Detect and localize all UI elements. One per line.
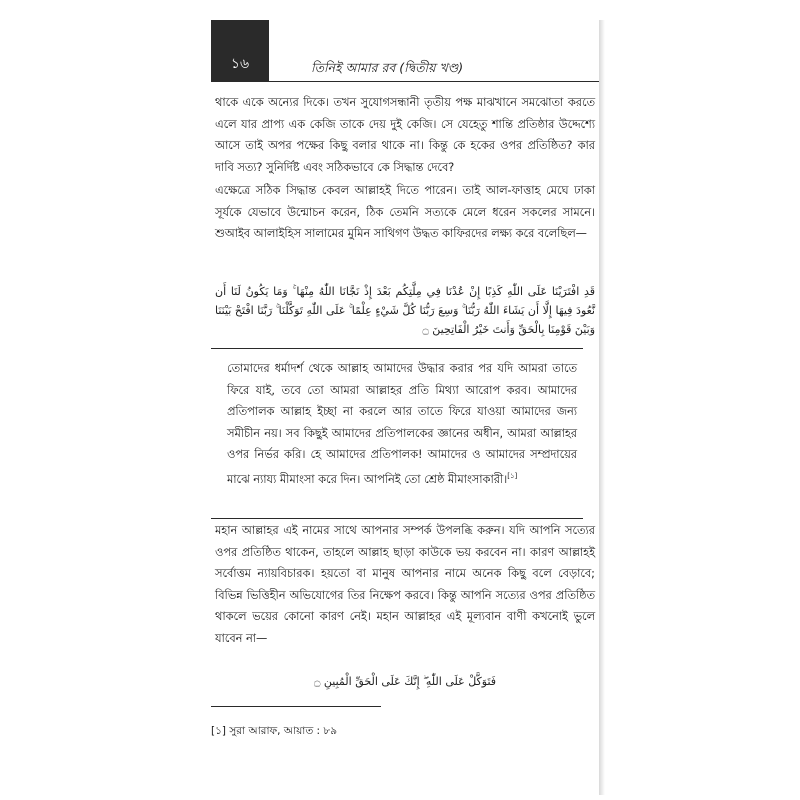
translation-text-block	[227, 358, 577, 490]
paragraph-2: এক্ষেত্রে সঠিক সিদ্ধান্ত কেবল আল্লাহই দিতে পারেন। তাই আল-ফাত্তাহ মেঘে ঢাকা সূর্যকে যেভাবে উন্মোচন করেন, ঠিক তেমনি সত্যকে মেলে ধরেন সকলের সামনে। শুআইব আলাইহিস সালামের মুমিন সাথিগণ উদ্ধত কাফিরদের লক্ষ্য করে বলেছিল—	[215, 184, 595, 240]
arabic-verse-2: فَتَوَكَّلْ عَلَى اللّٰهِ ۖ إِنَّكَ عَلَى الْحَقِّ الْمُبِينِ ۝	[313, 675, 497, 688]
paragraph-3: মহান আল্লাহর এই নামের সাথে আপনার সম্পর্ক উপলব্ধি করুন। যদি আপনি সত্যের ওপর প্রতিষ্ঠিত থাকেন, তাহলে আল্লাহ ছাড়া কাউকে ভয় করবেন না। কারণ আল্লাহই সর্বোত্তম ন্যায়বিচারক। হয়তো বা মানুষ আপনার নামে অনেক কিছু বলে বেড়াবে; বিভিন্ন ভিত্তিহীন অভিযোগের তির নিক্ষেপ করবে। কিন্তু আপনি সত্যের ওপর প্রতিষ্ঠিত থাকলে ভয়ের কোনো কারণ নেই। মহান আল্লাহর এই মূল্যবান বাণী কখনোই ভুলে যাবেন না—	[215, 524, 595, 645]
running-title: তিনিই আমার রব (দ্বিতীয় খণ্ড)	[311, 60, 464, 75]
page-header	[211, 20, 599, 82]
translation-top-rule	[211, 348, 583, 349]
footnote-rule	[211, 706, 381, 707]
footnote: [১] সুরা আরাফ, আয়াত : ৮৯	[211, 725, 338, 737]
arabic-verse-1: قَدِ افْتَرَيْنَا عَلَى اللّٰهِ كَذِبًا إِنْ عُدْنَا فِي مِلَّتِكُم بَعْدَ إِذْ نَجَّانَا اللّٰهُ مِنْهَا ۚ وَمَا يَكُونُ لَنَا أَن نَّعُودَ فِيهَا إِلَّا أَن يَشَاءَ اللّٰهُ رَبُّنَا ۚ وَسِعَ رَبُّنَا كُلَّ شَيْءٍ عِلْمًا ۚ عَلَى اللّٰهِ تَوَكَّلْنَا ۚ رَبَّنَا افْتَحْ بَيْنَنَا وَبَيْنَ قَوْمِنَا بِالْحَقِّ وَأَنتَ خَيْرُ الْفَاتِحِينَ ۝	[215, 285, 595, 336]
page-number: ১৬	[211, 20, 269, 82]
book-page	[211, 20, 599, 795]
translation-bottom-rule	[211, 518, 583, 519]
translation-box	[211, 348, 583, 518]
paragraph-1: থাকে একে অন্যের দিকে। তখন সুযোগসন্ধানী তৃতীয় পক্ষ মাঝখানে সমঝোতা করতে এলে যার প্রাপ্য এক কেজি তাকে দেয় দুই কেজি। সে যেহেতু শান্তি প্রতিষ্ঠার উদ্দেশ্যে আসে তাই অপর পক্ষের কিছু বলার থাকে না। কিন্তু কে হকের ওপর প্রতিষ্ঠিত? কার দাবি সত্য? সুনির্দিষ্ট এবং সঠিকভাবে কে সিদ্ধান্ত দেবে?	[215, 96, 595, 174]
header-rule	[269, 81, 599, 82]
translation-text: তোমাদের ধর্মাদর্শ থেকে আল্লাহ আমাদের উদ্ধার করার পর যদি আমরা তাতে ফিরে যাই, তবে তো আমরা আল্লাহর প্রতি মিথ্যা আরোপ করব। আমাদের প্রতিপালক আল্লাহ ইচ্ছা না করলে আর তাতে ফিরে যাওয়া আমাদের জন্য সমীচীন নয়। সব কিছুই আমাদের প্রতিপালকের জ্ঞানের অধীন, আমরা আল্লাহর ওপর নির্ভর করি। হে আমাদের প্রতিপালক! আমাদের ও আমাদের সম্প্রদায়ের মাঝে ন্যায্য মীমাংসা করে দিন। আপনিই তো শ্রেষ্ঠ মীমাংসাকারী।	[227, 362, 577, 486]
footnote-marker: [১]	[507, 471, 518, 480]
page-edge-shadow	[599, 20, 605, 795]
